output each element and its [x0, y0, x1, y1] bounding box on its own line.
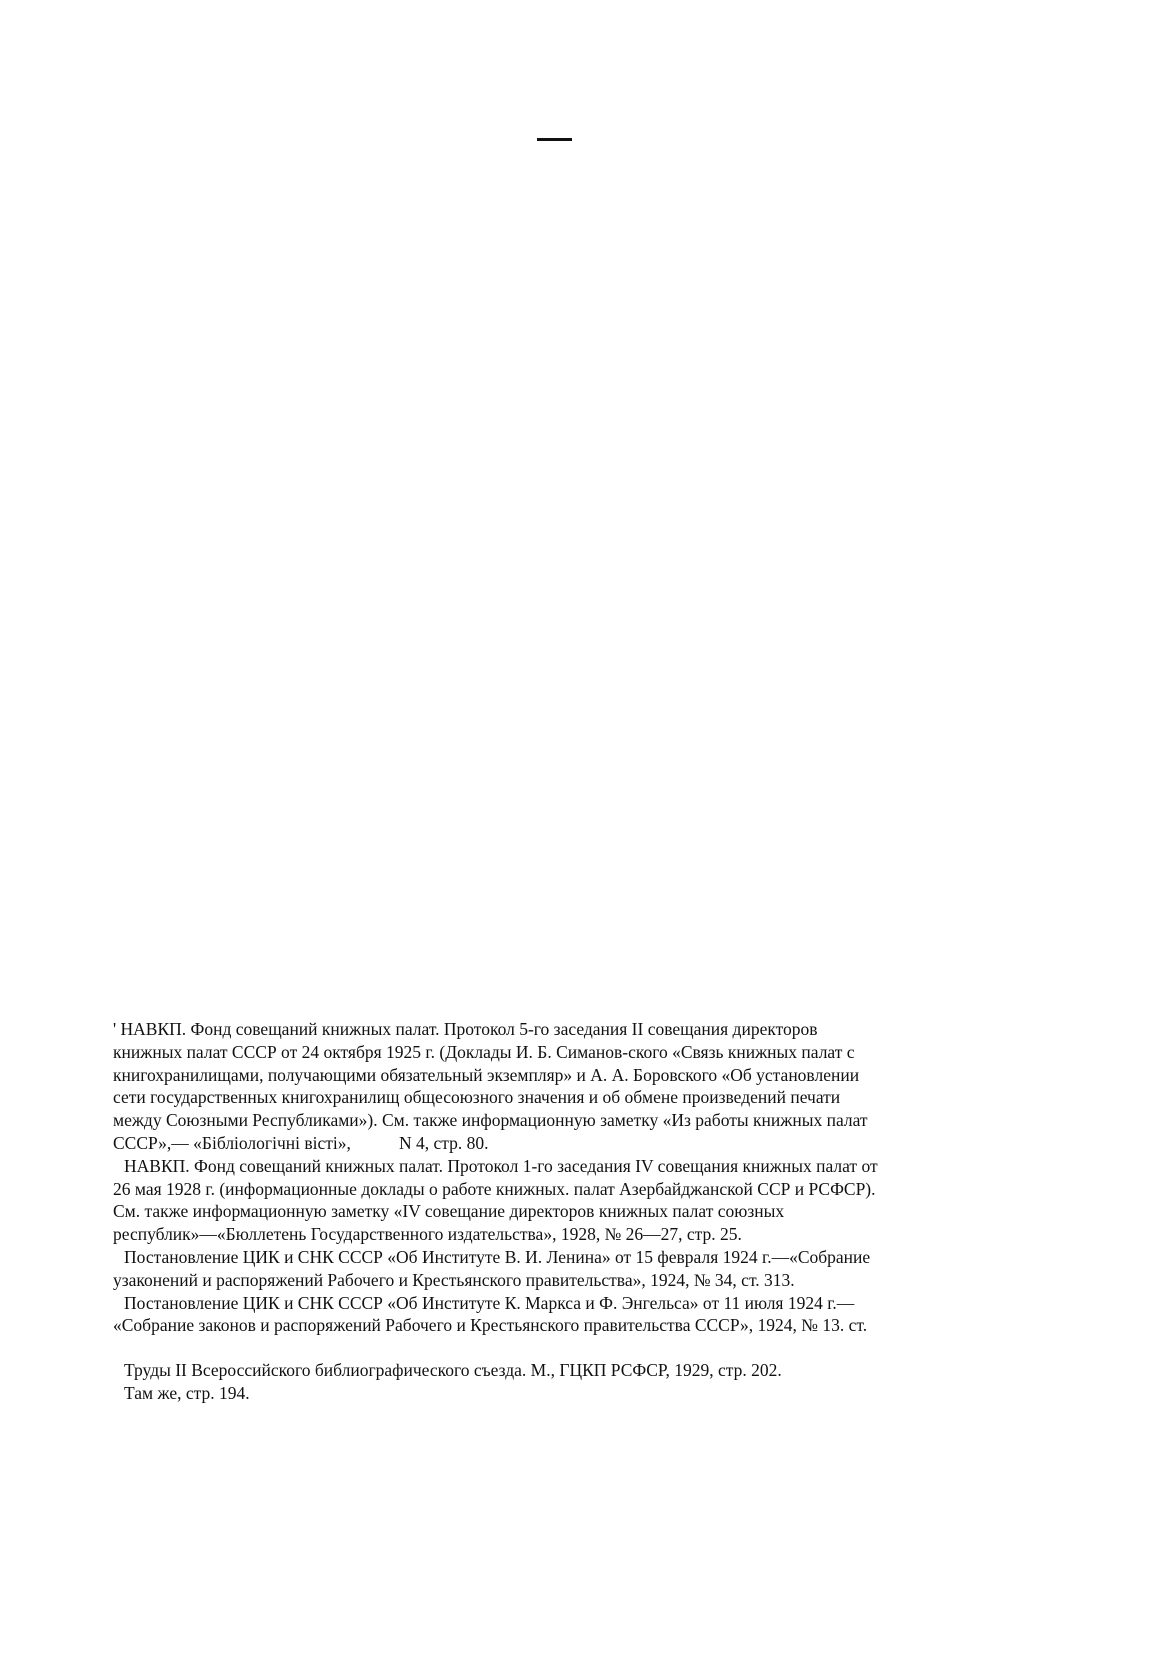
footnote-2 [113, 1155, 1013, 1246]
footnote-line: между Союзными Республиками»). См. также информационную заметку «Из работы книжных палат [113, 1110, 868, 1131]
footnote-line: Труды II Всероссийского библиографического съезда. М., ГЦКП РСФСР, 1929, стр. 202. [124, 1360, 782, 1381]
footnote-line: Там же, стр. 194. [124, 1382, 250, 1403]
footnote-line: См. также информационную заметку «IV совещание директоров книжных палат союзных [113, 1201, 785, 1222]
footnote-line: 26 мая 1928 г. (информационные доклады о работе книжных. палат Азербайджанской ССР и РСФСР). [113, 1178, 876, 1199]
footnote-line: узаконений и распоряжений Рабочего и Крестьянского правительства», 1924, № 34, ст. 313. [113, 1269, 795, 1290]
footnote-5 [113, 1359, 1013, 1382]
footnote-line: ' НАВКП. Фонд совещаний книжных палат. Протокол 5-го заседания II совещания директоров [113, 1019, 818, 1039]
footnote-line: «Собрание законов и распоряжений Рабочего и Крестьянского правительства СССР», 1924, № 13. ст. [113, 1315, 868, 1336]
footnote-1 [113, 1018, 1013, 1155]
footnote-3 [113, 1246, 1013, 1292]
footnote-line: книгохранилищами, получающими обязательный экземпляр» и А. А. Боровского «Об установлении [113, 1064, 860, 1085]
footnote-line: республик»—«Бюллетень Государственного издательства», 1928, № 26—27, стр. 25. [113, 1224, 742, 1245]
footnote-line: книжных палат СССР от 24 октября 1925 г. (Доклады И. Б. Симанов-ского «Связь книжных палат с [113, 1041, 855, 1062]
footnote-line: сети государственных книгохранилищ общесоюзного значения и об обмене произведений печати [113, 1087, 841, 1108]
footnote-line: Постановление ЦИК и СНК СССР «Об Институте В. И. Ленина» от 15 февраля 1924 г.—«Собрание [124, 1246, 871, 1267]
footnote-line: Постановление ЦИК и СНК СССР «Об Институте К. Маркса и Ф. Энгельса» от 11 июля 1924 г.— [124, 1292, 855, 1313]
footnote-4 [113, 1292, 1013, 1338]
footnote-line: НАВКП. Фонд совещаний книжных палат. Протокол 1-го заседания IV совещания книжных палат от [124, 1155, 878, 1176]
footnotes [113, 1018, 1013, 1405]
separator-dash [537, 138, 572, 141]
footnote-6 [113, 1382, 1013, 1405]
footnote-line: СССР»,— «Бібліологічні вісті», N 4, стр. 80. [113, 1132, 489, 1153]
